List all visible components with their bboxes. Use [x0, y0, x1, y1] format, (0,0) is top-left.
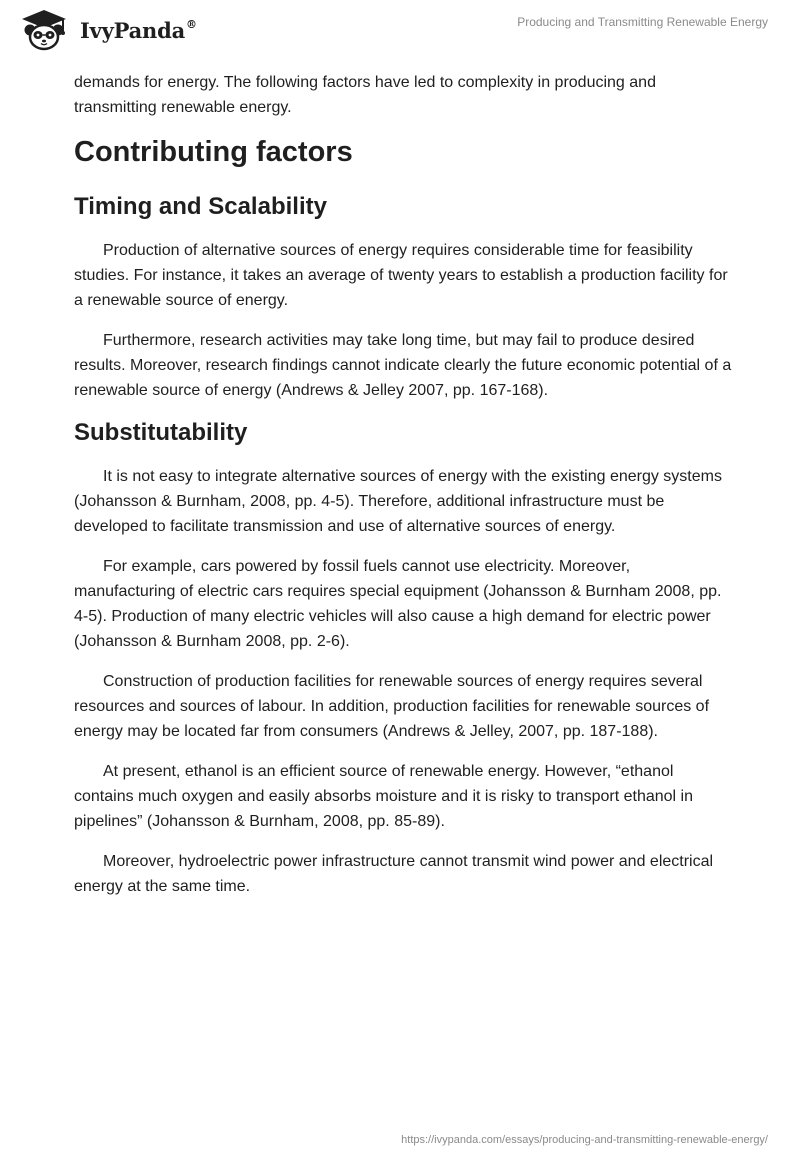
- brand-logo[interactable]: [14, 8, 197, 52]
- paragraph: It is not easy to integrate alternative sources of energy with the existing energy systems (Johansson & Burnham, 2008, pp. 4-5). Therefore, additional infrastructure must be developed to facilitate transmission and use of alternative sources of energy.: [74, 468, 722, 535]
- paragraph: Construction of production facilities for renewable sources of energy requires several resources and sources of labour. In addition, production facilities for renewable sources of energy may be located far from consumers (Andrews & Jelley, 2007, pp. 187-188).: [74, 673, 710, 740]
- heading-contributing-factors: Contributing factors: [74, 136, 353, 168]
- paragraph: At present, ethanol is an efficient source of renewable energy. However, “ethanol contains much oxygen and easily absorbs moisture and it is risky to transport ethanol in pipelines” (Johansson & Burnham, 2008, pp. 85-89).: [74, 763, 693, 830]
- panda-graduate-icon: [14, 8, 74, 52]
- heading-substitutability: Substitutability: [74, 419, 248, 446]
- heading-timing-scalability: Timing and Scalability: [74, 193, 327, 220]
- paragraph: Furthermore, research activities may take long time, but may fail to produce desired results. Moreover, research findings cannot indicate clearly the future economic potential of a renewable source of energy (Andrews & Jelley 2007, pp. 167-168).: [74, 332, 732, 399]
- paragraph: Moreover, hydroelectric power infrastructure cannot transmit wind power and electrical energy at the same time.: [74, 853, 714, 895]
- paragraph: For example, cars powered by fossil fuels cannot use electricity. Moreover, manufacturing of electric cars requires special equipment (Johansson & Burnham 2008, pp. 4-5). Production of many electric vehicles will also cause a high demand for electric power (Johansson & Burnham 2008, pp. 2-6).: [74, 558, 722, 650]
- essay-content: [74, 70, 734, 914]
- registered-mark: ®: [186, 17, 197, 31]
- paragraph: Production of alternative sources of energy requires considerable time for feasibility studies. For instance, it takes an average of twenty years to establish a production facility for a renewable source of energy.: [74, 242, 728, 309]
- page-header: [0, 0, 800, 56]
- document-title: Producing and Transmitting Renewable Energy: [517, 15, 768, 29]
- intro-paragraph: demands for energy. The following factors have led to complexity in producing and transmitting renewable energy.: [74, 74, 656, 116]
- brand-name: IvyPanda®: [80, 17, 197, 43]
- source-url-link[interactable]: https://ivypanda.com/essays/producing-and-transmitting-renewable-energy/: [401, 1134, 768, 1146]
